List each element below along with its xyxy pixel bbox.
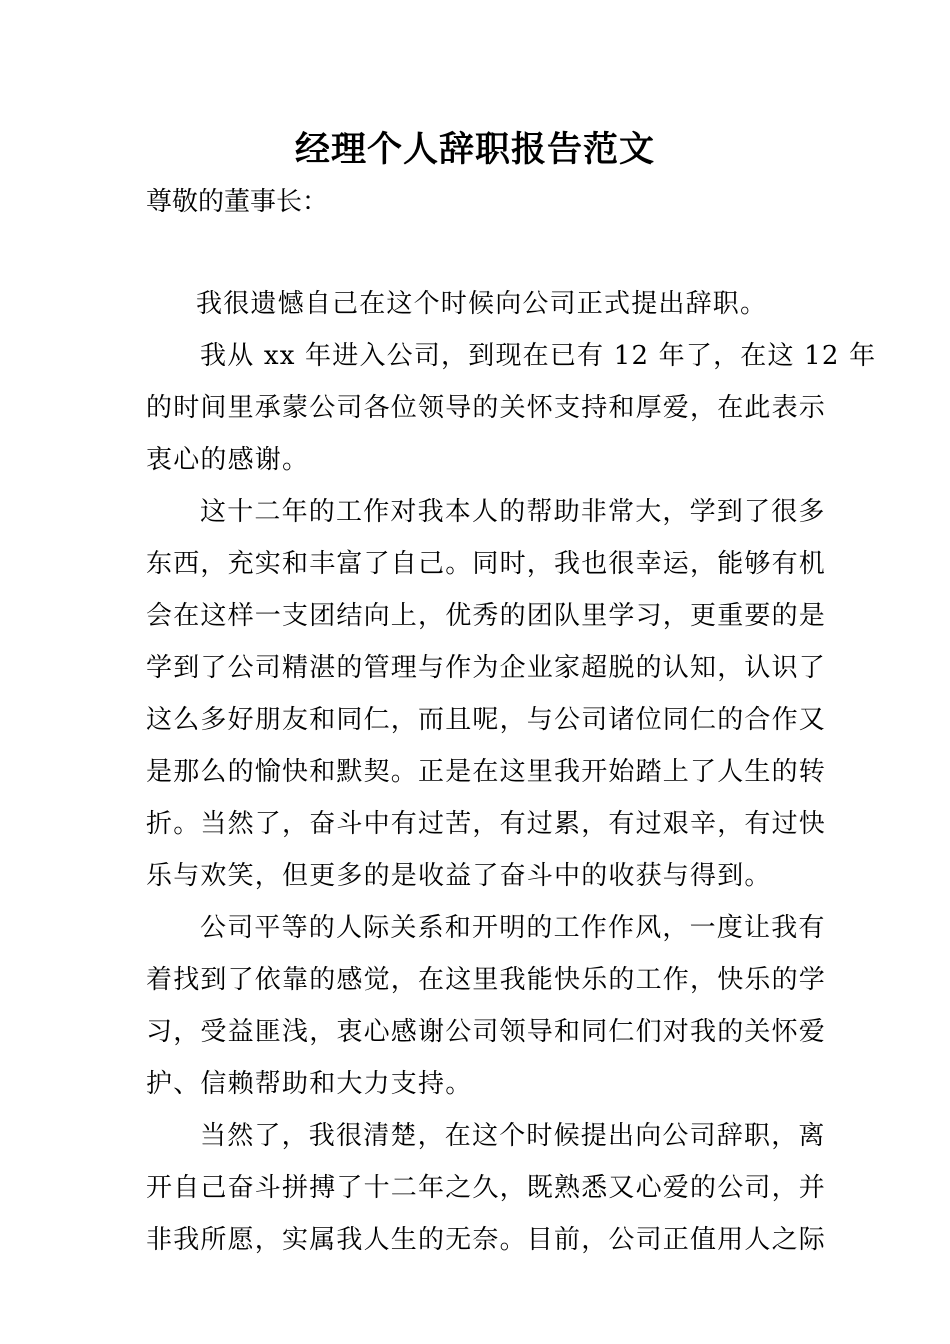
text-line: 当然了，我很清楚，在这个时候提出向公司辞职，离 — [200, 1121, 826, 1151]
text-line: 着找到了依靠的感觉，在这里我能快乐的工作，快乐的学 — [146, 965, 827, 995]
text-line: 公司平等的人际关系和开明的工作作风，一度让我有 — [200, 913, 826, 943]
text-line: 的时间里承蒙公司各位领导的关怀支持和厚爱，在此表示 — [146, 393, 827, 423]
text-line: 这么多好朋友和同仁，而且呢，与公司诸位同仁的合作又 — [146, 705, 827, 735]
paragraph — [146, 1110, 827, 1266]
text-line: 是那么的愉快和默契。正是在这里我开始踏上了人生的转 — [146, 757, 827, 787]
text-line: 乐与欢笑，但更多的是收益了奋斗中的收获与得到。 — [146, 861, 772, 891]
paragraph — [146, 278, 808, 330]
text-line: 会在这样一支团结向上，优秀的团队里学习，更重要的是 — [146, 601, 827, 631]
document-title: 经理个人辞职报告范文 — [294, 129, 655, 170]
text-line: 学到了公司精湛的管理与作为企业家超脱的认知，认识了 — [146, 653, 827, 683]
text-line: 东西，充实和丰富了自己。同时，我也很幸运，能够有机 — [146, 549, 827, 579]
text-line: 我很遗憾自己在这个时候向公司正式提出辞职。 — [196, 289, 768, 319]
salutation: 尊敬的董事长： — [146, 187, 329, 217]
paragraph — [146, 486, 827, 902]
text-line: 开自己奋斗拼搏了十二年之久，既熟悉又心爱的公司，并 — [146, 1173, 827, 1203]
paragraph — [146, 902, 827, 1110]
paragraph — [146, 330, 877, 486]
text-line: 护、信赖帮助和大力支持。 — [146, 1069, 473, 1099]
text-line: 我从 xx 年进入公司，到现在已有 12 年了，在这 12 年 — [200, 341, 877, 371]
text-line: 衷心的感谢。 — [146, 445, 310, 475]
text-line: 习，受益匪浅，衷心感谢公司领导和同仁们对我的关怀爱 — [146, 1017, 827, 1047]
text-line: 这十二年的工作对我本人的帮助非常大，学到了很多 — [200, 497, 826, 527]
document-body — [146, 278, 877, 1266]
text-line: 折。当然了，奋斗中有过苦，有过累，有过艰辛，有过快 — [146, 809, 827, 839]
text-line: 非我所愿，实属我人生的无奈。目前，公司正值用人之际 — [146, 1225, 827, 1255]
